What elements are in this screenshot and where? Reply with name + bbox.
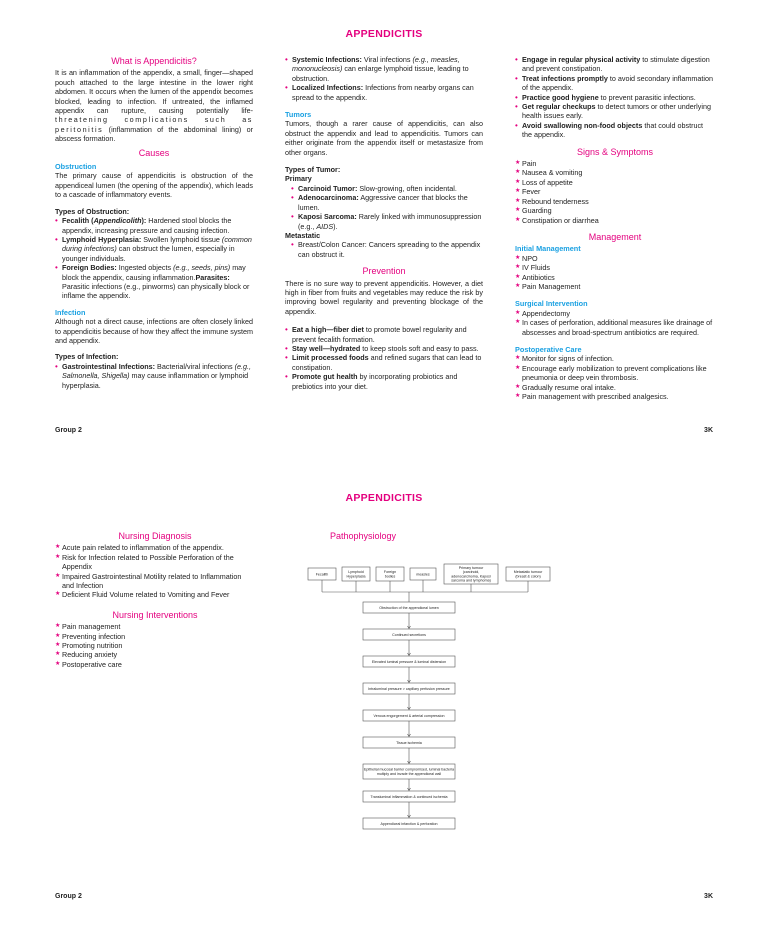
prevention-list-cont xyxy=(515,55,715,140)
types-tumor-label: Types of Tumor: xyxy=(285,165,341,175)
list-item: ★ Reducing anxiety xyxy=(55,650,255,659)
nursing-interventions-heading: Nursing Interventions xyxy=(112,609,198,620)
list-item: ★ Antibiotics xyxy=(515,273,715,282)
list-item: • Systemic Infections: Viral infections (e.g., measles, mononucleosis) can enlarge lymphoid tissue, leading to obstruction. xyxy=(285,55,483,83)
metastatic-list xyxy=(285,240,483,259)
flowchart-label: Venous engorgement & arterial compression xyxy=(373,713,445,718)
list-item: • Get regular checkups to detect tumors or other underlying health issues early. xyxy=(515,102,715,121)
flowchart-label: Tissue ischemia xyxy=(396,740,422,745)
list-item: ★ Pain Management xyxy=(515,282,715,291)
postop-heading: Postoperative Care xyxy=(515,344,582,354)
list-item: ★ Pain management xyxy=(55,622,255,631)
primary-list xyxy=(285,184,483,231)
footer-class: 3K xyxy=(704,427,713,434)
obstruction-heading: Obstruction xyxy=(55,162,97,172)
list-item: ★ Constipation or diarrhea xyxy=(515,216,715,225)
list-item: ★ Preventing infection xyxy=(55,632,255,641)
list-item: • Fecalith (Appendicolith): Hardened stool blocks the appendix, increasing pressure and causing infection. xyxy=(55,216,253,235)
list-item: ★ Postoperative care xyxy=(55,660,255,669)
footer-class: 3K xyxy=(704,893,713,900)
infection-list-cont xyxy=(285,55,483,102)
list-item: • Kaposi Sarcoma: Rarely linked with immunosuppression (e.g., AIDS). xyxy=(291,212,483,231)
nursing-diagnosis-heading: Nursing Diagnosis xyxy=(118,531,192,541)
infection-list xyxy=(55,362,253,390)
list-item: ★ In cases of perforation, additional measures like drainage of abscesses and broad-spectrum antibiotics are required. xyxy=(515,318,715,337)
tumors-text: Tumors, though a rarer cause of appendicitis, can also obstruct the appendix and lead to appendicitis. Tumors can either originate from the appendix itself or metastasize from other organs. xyxy=(285,119,483,157)
list-item: • Eat a high—fiber diet to promote bowel regularity and prevent fecalith formation. xyxy=(285,325,483,344)
list-item: ★ IV Fluids xyxy=(515,263,715,272)
list-item: • Carcinoid Tumor: Slow-growing, often incidental. xyxy=(291,184,483,193)
flowchart-label: Transluminal inflammation & continued ischemia xyxy=(370,794,448,799)
list-item: ★ Monitor for signs of infection. xyxy=(515,354,715,363)
initial-management-list xyxy=(515,254,715,292)
list-item: ★ Gradually resume oral intake. xyxy=(515,383,715,392)
list-item: ★ Acute pain related to inflammation of the appendix. xyxy=(55,543,255,552)
nursing-diagnosis-list xyxy=(55,543,255,599)
postop-list xyxy=(515,354,715,401)
list-item: ★ Fever xyxy=(515,187,715,196)
list-item: ★ Appendectomy xyxy=(515,309,715,318)
column-3 xyxy=(515,55,715,401)
flowchart-label: Elevated luminal pressure & luminal distension xyxy=(371,659,447,664)
initial-management-heading: Initial Management xyxy=(515,244,581,254)
types-obstruction-label: Types of Obstruction: xyxy=(55,206,130,216)
list-item: • Adenocarcinoma: Aggressive cancer that blocks the lumen. xyxy=(291,193,483,212)
flowchart-svg xyxy=(306,560,572,846)
flowchart-label: Fecalith xyxy=(315,572,329,577)
flowchart-label: Primary tumour (carcinoid, adenocarcinoma, Kaposi sarcoma and lymphoma) xyxy=(451,566,491,583)
obstruction-text: The primary cause of appendicitis is obstruction of the appendiceal lumen (the opening of the appendix), which leads to a cascade of inflammatory events. xyxy=(55,171,253,200)
list-item: • Treat infections promptly to avoid secondary inflammation of the appendix. xyxy=(515,74,715,93)
management-heading: Management xyxy=(588,231,642,242)
column-2 xyxy=(285,55,483,391)
footer-group: Group 2 xyxy=(55,427,82,434)
list-item: ★ Promoting nutrition xyxy=(55,641,255,650)
nursing-column xyxy=(55,530,255,669)
causes-heading: Causes xyxy=(138,147,170,158)
list-item: ★ Impaired Gastrointestinal Motility related to Inflammation and Infection xyxy=(55,572,255,591)
page-title: APPENDICITIS xyxy=(345,492,423,504)
prevention-text: There is no sure way to prevent appendicitis. However, a diet high in fiber from fruits and vegetables may reduce the risk by improving bowel regularity and preventing blockage of the appendix. xyxy=(285,278,483,316)
flowchart-label: Foreign bodies xyxy=(383,570,397,579)
flowchart-label: Obstruction of the appendiceal lumen xyxy=(379,605,439,610)
obstruction-list xyxy=(55,216,253,301)
pathophysiology-flowchart xyxy=(306,560,572,846)
tumors-heading: Tumors xyxy=(285,110,312,120)
signs-list xyxy=(515,159,715,225)
list-item: • Foreign Bodies: Ingested objects (e.g., seeds, pins) may block the appendix, causing inflammation.Parasites: Parasitic infections (e.g., pinworms) can physically block or inflame the appendix. xyxy=(55,263,253,301)
list-item: • Lymphoid Hyperplasia: Swollen lymphoid tissue (common during infections) can obstruct the lumen, especially in younger individuals. xyxy=(55,235,253,263)
list-item: ★ Risk for Infection related to Possible Perforation of the Appendix xyxy=(55,553,255,572)
list-item: ★ Deficient Fluid Volume related to Vomiting and Fever xyxy=(55,590,255,599)
prevention-list xyxy=(285,325,483,391)
footer-group: Group 2 xyxy=(55,893,82,900)
signs-heading: Signs & Symptoms xyxy=(576,146,654,157)
page-title: APPENDICITIS xyxy=(345,28,423,40)
list-item: ★ Guarding xyxy=(515,206,715,215)
flowchart-label: Lymphoid Hyperplasia xyxy=(346,570,366,579)
list-item: • Practice good hygiene to prevent parasitic infections. xyxy=(515,93,715,102)
list-item: • Avoid swallowing non-food objects that could obstruct the appendix. xyxy=(515,121,715,140)
primary-label: Primary xyxy=(285,174,312,184)
flowchart-label: Appendiceal infarction & perforation xyxy=(380,821,438,826)
list-item: • Engage in regular physical activity to stimulate digestion and prevent constipation. xyxy=(515,55,715,74)
what-is-text: It is an inflammation of the appendix, a small, finger—shaped pouch attached to the large intestine in the lower right abdomen. It occurs when the lumen of the appendix becomes blocked, leading to infection. If untreated, the inflamed appendix can rupture, causing potentially life- threatening complications such as peritonitis (inflammation of the abdominal lining) or abscess formation. xyxy=(55,68,253,144)
pathophysiology-heading: Pathophysiology xyxy=(330,531,397,541)
list-item: • Breast/Colon Cancer: Cancers spreading to the appendix can obstruct it. xyxy=(291,240,483,259)
flowchart-label: Epithelial mucosal barrier compromised, luminal bacteria multiply and invade the appendiceal wall xyxy=(363,767,455,776)
what-is-heading: What is Appendicitis? xyxy=(111,56,197,66)
list-item: ★ Loss of appetite xyxy=(515,178,715,187)
column-1 xyxy=(55,55,253,390)
metastatic-label: Metastatic xyxy=(285,230,321,240)
flowchart-label: Metastatic tumour (breast & colon) xyxy=(513,570,543,579)
infection-text: Although not a direct cause, infections are often closely linked to appendicitis because of how they affect the immune system and appendix. xyxy=(55,317,253,345)
list-item: • Stay well—hydrated to keep stools soft and easy to pass. xyxy=(285,344,483,353)
list-item: • Limit processed foods and refined sugars that can lead to constipation. xyxy=(285,353,483,372)
list-item: • Promote gut health by incorporating probiotics and prebiotics into your diet. xyxy=(285,372,483,391)
list-item: ★ NPO xyxy=(515,254,715,263)
nursing-interventions-list xyxy=(55,622,255,669)
flowchart-label: measles xyxy=(416,572,430,577)
prevention-heading: Prevention xyxy=(362,266,406,277)
flowchart-label: Continued secretions xyxy=(392,632,426,637)
list-item: ★ Pain management with prescribed analgesics. xyxy=(515,392,715,401)
list-item: ★ Encourage early mobilization to prevent complications like pneumonia or deep vein thrombosis. xyxy=(515,364,715,383)
list-item: ★ Rebound tenderness xyxy=(515,197,715,206)
infection-heading: Infection xyxy=(55,307,86,317)
list-item: • Gastrointestinal Infections: Bacterial/viral infections (e.g., Salmonella, Shigella) may cause inflammation or lymphoid hyperplasia. xyxy=(55,362,253,390)
list-item: ★ Pain xyxy=(515,159,715,168)
page-2 xyxy=(0,466,768,932)
flowchart-label: Intraluminal pressure > capillary perfusion pressure xyxy=(368,686,450,691)
surgical-heading: Surgical Intervention xyxy=(515,299,588,309)
types-infection-label: Types of Infection: xyxy=(55,352,119,362)
surgical-list xyxy=(515,309,715,337)
list-item: • Localized Infections: Infections from nearby organs can spread to the appendix. xyxy=(285,83,483,102)
list-item: ★ Nausea & vomiting xyxy=(515,168,715,177)
